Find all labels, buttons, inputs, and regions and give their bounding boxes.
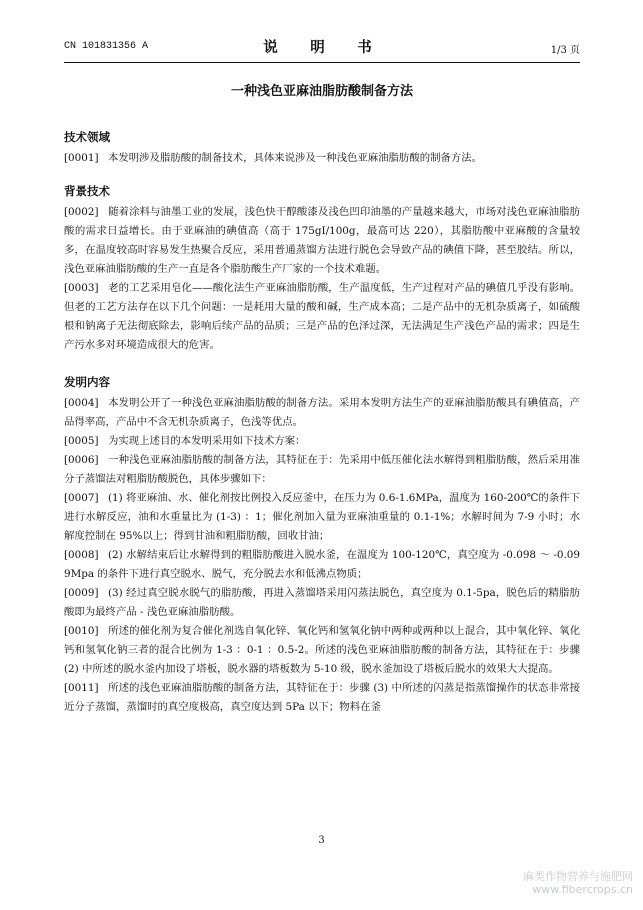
paragraph-text: 为实现上述目的本发明采用如下技术方案： [108, 435, 306, 447]
paragraph-number: [0010] [64, 625, 99, 637]
site-watermark [523, 870, 633, 896]
paragraph-text: 老的工艺采用皂化——酸化法生产亚麻油脂肪酸，生产温度低，生产过程对产品的碘值几乎没有影响。但老的工艺方法存在以下几个问题：一是耗用大量的酸和碱，生产成本高；二是产品中的无机杂质离子，如硫酸根和钠离子无法彻底除去，影响后续产品的品质；三是产品的色泽过深，无法满足生产浅色产品的需求；四是生产污水多对环境造成很大的危害。 [64, 282, 580, 351]
watermark-url: www.fibercrops.cn [532, 883, 633, 896]
paragraph-0009 [64, 584, 580, 622]
section-heading-background: 背景技术 [64, 184, 110, 198]
paragraph-text: (3) 经过真空脱水脱气的脂肪酸，再进入蒸馏塔采用闪蒸法脱色，真空度为 0.1-5pa，脱色后的精脂肪酸即为最终产品 - 浅色亚麻油脂肪酸。 [64, 587, 580, 618]
paragraph-0002 [64, 203, 580, 279]
paragraph-number: [0001] [64, 152, 99, 164]
document-type: 说 明 书 [263, 39, 381, 56]
paragraph-0007 [64, 489, 580, 546]
paragraph-number: [0006] [64, 454, 99, 466]
patent-number: CN 101831356 A [64, 41, 149, 52]
document-title: 一种浅色亚麻油脂肪酸制备方法 [230, 84, 413, 99]
section-heading-summary: 发明内容 [64, 375, 110, 389]
paragraph-number: [0005] [64, 435, 99, 447]
paragraph-text: (2) 水解结束后让水解得到的粗脂肪酸进入脱水釜，在温度为 100-120℃，真空度为 -0.098 ～ -0.099Mpa 的条件下进行真空脱水、脱气，充分脱去水和低沸点物质； [64, 549, 580, 580]
paragraph-0001 [64, 149, 580, 168]
paragraph-text: 一种浅色亚麻油脂肪酸的制备方法，其特征在于：先采用中低压催化法水解得到粗脂肪酸，然后采用准分子蒸馏法对粗脂肪酸脱色，具体步骤如下： [64, 454, 580, 485]
paragraph-text: 所述的浅色亚麻油脂肪酸的制备方法，其特征在于：步骤 (3) 中所述的闪蒸是指蒸馏操作的状态非常接近分子蒸馏，蒸馏时的真空度极高，真空度达到 5Pa 以下；物料在釜 [64, 682, 580, 713]
paragraph-text: (1) 将亚麻油、水、催化剂按比例投入反应釜中，在压力为 0.6-1.6MPa，温度为 160-200℃的条件下进行水解反应，油和水重量比为 (1-3) ：1；催化剂加入量为亚麻油重量的 0.1-1%；水解时间为 7-9 小时；水解度控制在 95%以上；得到甘油和粗脂肪酸，回收甘油； [64, 492, 580, 542]
watermark-site-name: 麻类作物营养与施肥网 [523, 870, 633, 883]
page-number: 3 [318, 835, 325, 846]
paragraph-text: 随着涂料与油墨工业的发展，浅色快干醇酸漆及浅色凹印油墨的产量越来越大，市场对浅色亚麻油脂肪酸的需求日益增长。由于亚麻油的碘值高（高于 175gI/100g，最高可达 220），其脂肪酸中亚麻酸的含量较多，在温度较高时容易发生热聚合反应，采用普通蒸馏方法进行脱色会导致产品的碘值下降，甚至胶结。所以，浅色亚麻油脂肪酸的生产一直是各个脂肪酸生产厂家的一个技术难题。 [64, 206, 580, 275]
paragraph-number: [0008] [64, 549, 99, 561]
paragraph-text: 所述的催化剂为复合催化剂选自氧化锌、氧化钙和氢氧化钠中两种或两种以上混合，其中氧化锌、氧化钙和氢氧化钠三者的混合比例为 1-3 ：0-1 ：0.5-2。所述的浅色亚麻油脂肪酸的制备方法，其特征在于：步骤 (2) 中所述的脱水釜内加设了塔板，脱水器的塔板数为 5-10 级，脱水釜加设了塔板后脱水的效果大大提高。 [64, 625, 580, 675]
paragraph-number: [0009] [64, 587, 99, 599]
document-body [64, 128, 580, 717]
paragraph-0003 [64, 279, 580, 355]
paragraph-text: 本发明公开了一种浅色亚麻油脂肪酸的制备方法。采用本发明方法生产的亚麻油脂肪酸具有碘值高，产品得率高，产品中不含无机杂质离子，色浅等优点。 [64, 397, 580, 428]
paragraph-0011 [64, 679, 580, 717]
paragraph-0005 [64, 432, 580, 451]
paragraph-0010 [64, 622, 580, 679]
paragraph-0008 [64, 546, 580, 584]
paragraph-0004 [64, 394, 580, 432]
paragraph-text: 本发明涉及脂肪酸的制备技术，具体来说涉及一种浅色亚麻油脂肪酸的制备方法。 [108, 152, 483, 164]
paragraph-0006 [64, 451, 580, 489]
paragraph-number: [0011] [64, 682, 99, 694]
paragraph-number: [0004] [64, 397, 99, 409]
header-rule [64, 62, 580, 63]
section-heading-field: 技术领域 [64, 130, 110, 144]
page-count: 1/3 页 [550, 45, 580, 56]
page-header [64, 36, 580, 56]
paragraph-number: [0002] [64, 206, 99, 218]
paragraph-number: [0003] [64, 282, 99, 294]
paragraph-number: [0007] [64, 492, 99, 504]
